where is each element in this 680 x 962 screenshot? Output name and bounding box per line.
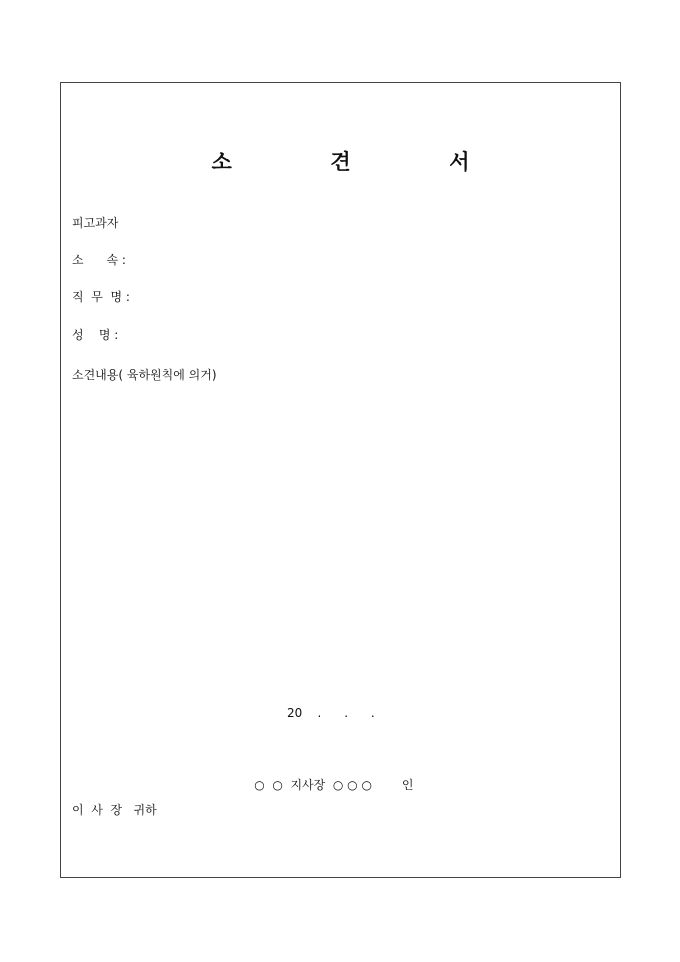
- branch-manager-name: ○ ○ 지사장 ○ ○ ○: [254, 778, 372, 792]
- addressee: 이 사 장 귀하: [72, 803, 157, 817]
- document-frame: [60, 82, 621, 878]
- opinion-heading: 소견내용( 육하원칙에 의거): [72, 368, 217, 382]
- subject-heading: 피고과자: [72, 216, 119, 230]
- field-affiliation: 소 속 :: [72, 253, 126, 267]
- document-title: 소 견 서: [211, 149, 498, 174]
- signer-line: [239, 761, 414, 809]
- field-name: 성 명 :: [72, 328, 119, 342]
- seal-mark: 인: [401, 778, 414, 792]
- date-line: 20 . . .: [287, 706, 375, 720]
- field-job-title: 직 무 명 :: [72, 290, 130, 304]
